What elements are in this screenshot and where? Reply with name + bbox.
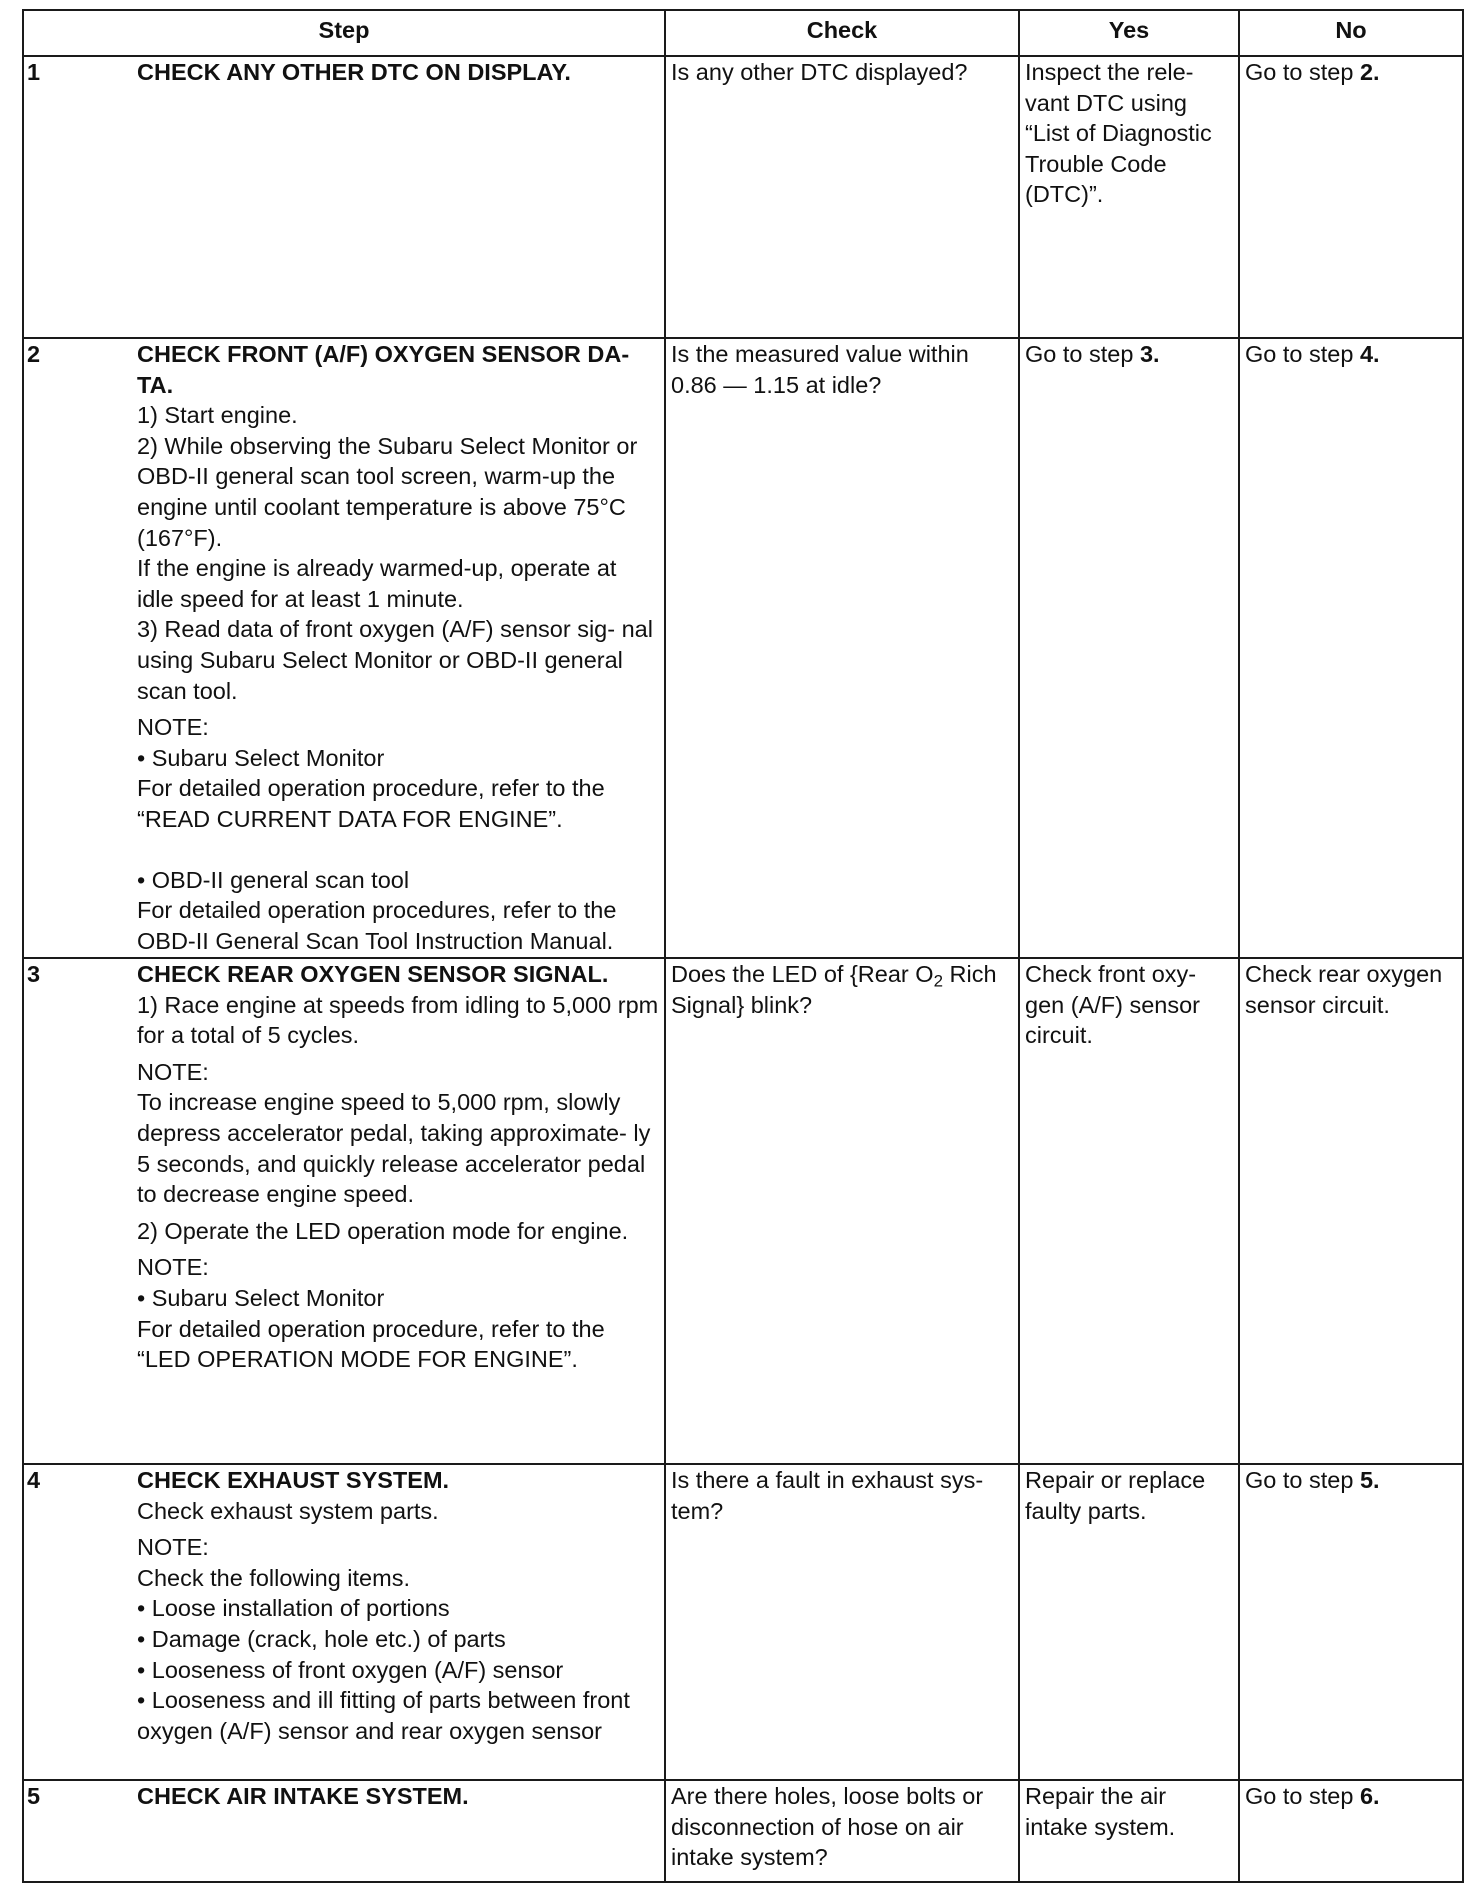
instruction-line: 2) Operate the LED operation mode for engine. [137, 1217, 629, 1244]
note-item: • Loose installation of portions [137, 1595, 450, 1622]
check-cell [665, 958, 1019, 1464]
header-check: Check [665, 10, 1019, 56]
step-cell [23, 56, 665, 338]
no-text: Go to step [1245, 341, 1360, 367]
spacer [137, 835, 659, 865]
table-row [23, 1464, 1463, 1780]
step-cell [23, 338, 665, 958]
no-cell [1239, 1464, 1463, 1780]
note-text: For detailed operation procedure, refer to the “READ CURRENT DATA FOR ENGINE”. [137, 775, 605, 832]
note-label: NOTE: [137, 1254, 209, 1281]
note-item: • OBD-II general scan tool [137, 866, 410, 893]
yes-step-ref: 3. [1139, 341, 1160, 367]
instruction-line: Check exhaust system parts. [137, 1497, 439, 1524]
step-number: 5 [27, 1783, 41, 1809]
check-cell: Are there holes, loose bolts or disconnection of hose on air intake system? [665, 1780, 1019, 1882]
step-title: CHECK EXHAUST SYSTEM. [137, 1467, 450, 1493]
note-text: For detailed operation procedures, refer to the OBD-II General Scan Tool Instruction Manual. [137, 897, 617, 954]
no-step-ref: 5. [1359, 1467, 1380, 1493]
table-row [23, 958, 1463, 1464]
step-cell [23, 1780, 665, 1882]
check-cell: Is there a fault in exhaust sys- tem? [665, 1464, 1019, 1780]
step-title: CHECK ANY OTHER DTC ON DISPLAY. [137, 59, 571, 85]
step-cell [23, 958, 665, 1464]
diagnostic-table [22, 9, 1464, 1883]
step-title: CHECK AIR INTAKE SYSTEM. [137, 1783, 469, 1809]
step-number: 3 [27, 961, 41, 987]
note-item: • Looseness and ill fitting of parts between front oxygen (A/F) sensor and rear oxygen sensor [137, 1687, 630, 1744]
step-title: CHECK FRONT (A/F) OXYGEN SENSOR DA- TA. [137, 341, 630, 398]
header-no: No [1239, 10, 1463, 56]
note-label: NOTE: [137, 714, 209, 741]
header-yes: Yes [1019, 10, 1239, 56]
instruction-line: 3) Read data of front oxygen (A/F) sensor sig- nal using Subaru Select Monitor or OBD-II general scan tool. [137, 616, 653, 704]
table-row [23, 338, 1463, 958]
table-row [23, 1780, 1463, 1882]
check-text: Rich Signal} blink? [671, 961, 997, 1018]
step-title: CHECK REAR OXYGEN SENSOR SIGNAL. [137, 961, 609, 987]
note-label: NOTE: [137, 1534, 209, 1561]
header-row [23, 10, 1463, 56]
no-cell [1239, 1780, 1463, 1882]
step-cell [23, 1464, 665, 1780]
header-step: Step [23, 10, 665, 56]
no-cell [1239, 56, 1463, 338]
note-text: For detailed operation procedure, refer to the “LED OPERATION MODE FOR ENGINE”. [137, 1315, 605, 1373]
no-step-ref: 6. [1359, 1783, 1380, 1809]
note-text: To increase engine speed to 5,000 rpm, slowly depress accelerator pedal, taking approximate- ly 5 seconds, and quickly release accelerator pedal to decrease engine speed. [137, 1089, 651, 1208]
table-row [23, 56, 1463, 338]
no-text: Go to step [1245, 1467, 1360, 1493]
instruction-line: 1) Race engine at speeds from idling to 5,000 rpm for a total of 5 cycles. [137, 991, 659, 1049]
step-number: 1 [27, 59, 41, 85]
check-subscript: 2 [933, 971, 943, 991]
no-step-ref: 2. [1359, 59, 1380, 85]
no-step-ref: 4. [1359, 341, 1380, 367]
note-label: NOTE: [137, 1058, 209, 1085]
instruction-line: If the engine is already warmed-up, operate at idle speed for at least 1 minute. [137, 555, 617, 612]
no-cell: Check rear oxygen sensor circuit. [1239, 958, 1463, 1464]
yes-cell [1019, 338, 1239, 958]
yes-cell: Inspect the rele- vant DTC using “List of Diagnostic Trouble Code (DTC)”. [1019, 56, 1239, 338]
yes-cell: Repair or replace faulty parts. [1019, 1464, 1239, 1780]
note-item: • Subaru Select Monitor [137, 744, 385, 771]
step-number: 2 [27, 341, 41, 367]
note-item: • Damage (crack, hole etc.) of parts [137, 1625, 506, 1652]
note-text: Check the following items. [137, 1564, 410, 1591]
yes-text: Go to step [1025, 341, 1140, 367]
check-cell: Is any other DTC displayed? [665, 56, 1019, 338]
instruction-line: 1) Start engine. [137, 402, 298, 429]
check-text: Does the LED of {Rear O [671, 961, 934, 987]
no-text: Go to step [1245, 59, 1360, 85]
note-item: • Looseness of front oxygen (A/F) sensor [137, 1656, 564, 1683]
yes-cell: Check front oxy- gen (A/F) sensor circuit. [1019, 958, 1239, 1464]
no-cell [1239, 338, 1463, 958]
yes-cell: Repair the air intake system. [1019, 1780, 1239, 1882]
instruction-line: 2) While observing the Subaru Select Monitor or OBD-II general scan tool screen, warm-up the engine until coolant temperature is above 75°C (167°F). [137, 432, 638, 551]
no-text: Go to step [1245, 1783, 1360, 1809]
check-cell: Is the measured value within 0.86 — 1.15 at idle? [665, 338, 1019, 958]
step-number: 4 [27, 1467, 41, 1493]
note-item: • Subaru Select Monitor [137, 1284, 385, 1311]
